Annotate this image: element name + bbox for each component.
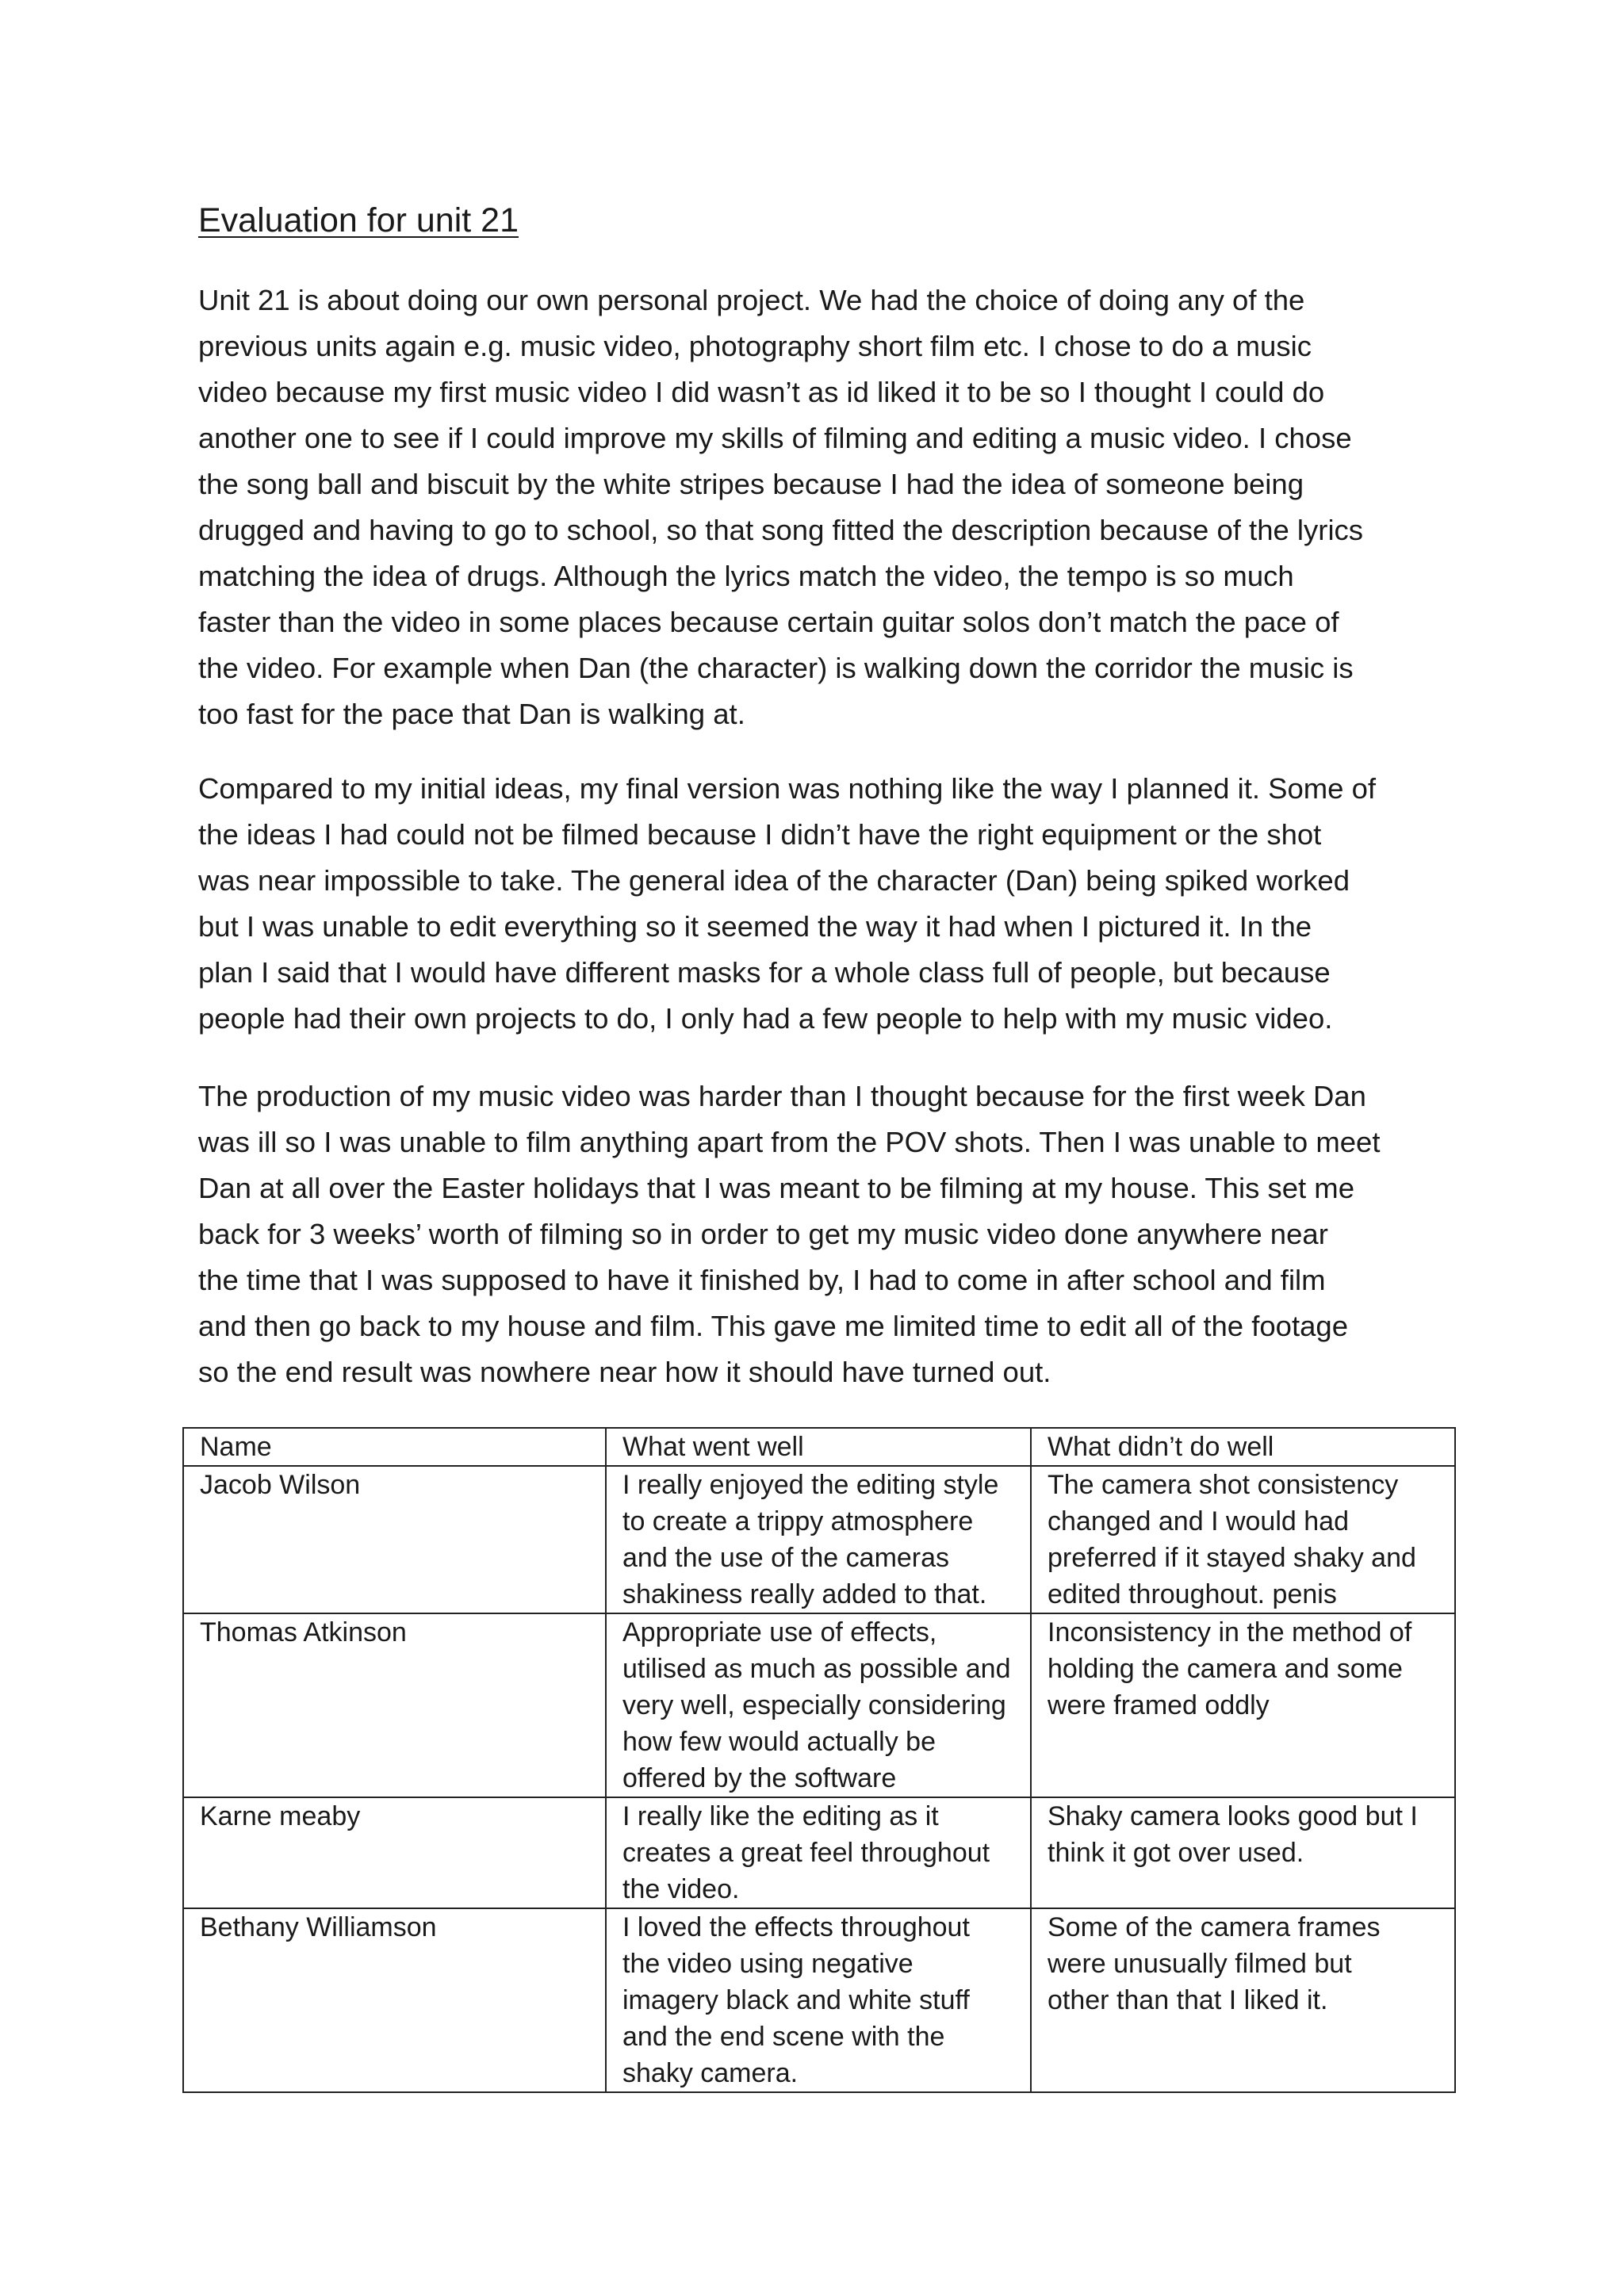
paragraph-line: Compared to my initial ideas, my final version was nothing like the way I planned it. Some of [198,772,1377,805]
paragraph-line: the ideas I had could not be filmed because I didn’t have the right equipment or the shot [198,818,1322,851]
cell-line: I loved the effects throughout [622,1912,970,1942]
didnt-do-well-cell [1031,1908,1455,2092]
cell-line: shakiness really added to that. [622,1579,987,1609]
paragraph-line: faster than the video in some places because certain guitar solos don’t match the pace of [198,606,1339,638]
cell-line: and the end scene with the [622,2022,945,2052]
cell-line: Appropriate use of effects, [622,1617,937,1647]
paragraph-line: plan I said that I would have different masks for a whole class full of people, but because [198,956,1331,989]
paragraph-line: video because my first music video I did wasn’t as id liked it to be so I thought I could do [198,376,1325,408]
cell-line: offered by the software [622,1763,897,1793]
went-well-cell [606,1613,1031,1797]
cell-line: shaky camera. [622,2058,799,2088]
cell-line: utilised as much as possible and [622,1654,1011,1684]
paragraph-line: so the end result was nowhere near how it should have turned out. [198,1356,1051,1388]
cell-line: Inconsistency in the method of [1048,1617,1412,1647]
paragraph-project-overview [198,277,1451,737]
cell-line: I really enjoyed the editing style [622,1470,999,1500]
cell-line: very well, especially considering [622,1690,1006,1720]
cell-line: think it got over used. [1048,1838,1304,1868]
didnt-do-well-cell [1031,1613,1455,1797]
feedback-table [182,1427,1456,2093]
cell-line: edited throughout. penis [1048,1579,1337,1609]
cell-line: Shaky camera looks good but I [1048,1801,1418,1831]
paragraph-line: matching the idea of drugs. Although the lyrics match the video, the tempo is so much [198,560,1294,592]
page-title: Evaluation for unit 21 [198,201,519,239]
cell-line: holding the camera and some [1048,1654,1403,1684]
paragraph-line: and then go back to my house and film. This gave me limited time to edit all of the footage [198,1310,1349,1342]
paragraph-line: the time that I was supposed to have it finished by, I had to come in after school and film [198,1264,1326,1296]
went-well-cell [606,1908,1031,2092]
paragraph-line: was near impossible to take. The general idea of the character (Dan) being spiked worked [198,864,1350,897]
table-header-row [183,1428,1455,1466]
paragraph-line: the video. For example when Dan (the character) is walking down the corridor the music is [198,652,1354,684]
paragraph-line: Unit 21 is about doing our own personal project. We had the choice of doing any of the [198,284,1305,316]
paragraph-line: the song ball and biscuit by the white stripes because I had the idea of someone being [198,468,1304,500]
cell-line: to create a trippy atmosphere [622,1506,974,1536]
cell-line: the video. [622,1874,740,1904]
column-header-didnt-do-well: What didn’t do well [1031,1428,1455,1466]
paragraph-line: people had their own projects to do, I only had a few people to help with my music video. [198,1002,1333,1035]
cell-line: preferred if it stayed shaky and [1048,1543,1416,1573]
column-header-went-well: What went well [606,1428,1031,1466]
paragraph-production [198,1073,1451,1395]
cell-line: and the use of the cameras [622,1543,950,1573]
reviewer-name: Bethany Williamson [183,1908,606,2092]
cell-line: The camera shot consistency [1048,1470,1399,1500]
cell-line: other than that I liked it. [1048,1985,1328,2015]
paragraph-line: another one to see if I could improve my skills of filming and editing a music video. I chose [198,422,1352,454]
table-row [183,1613,1455,1797]
cell-line: were unusually filmed but [1048,1949,1352,1979]
table-row [183,1797,1455,1908]
paragraph-line: but I was unable to edit everything so it seemed the way it had when I pictured it. In the [198,910,1312,943]
didnt-do-well-cell [1031,1797,1455,1908]
cell-line: changed and I would had [1048,1506,1349,1536]
reviewer-name: Thomas Atkinson [183,1613,606,1797]
paragraph-line: Dan at all over the Easter holidays that I was meant to be filming at my house. This set me [198,1172,1355,1204]
paragraph-line: back for 3 weeks’ worth of filming so in order to get my music video done anywhere near [198,1218,1328,1250]
table-row [183,1466,1455,1613]
column-header-name: Name [183,1428,606,1466]
cell-line: imagery black and white stuff [622,1985,970,2015]
cell-line: were framed oddly [1048,1690,1270,1720]
cell-line: the video using negative [622,1949,914,1979]
paragraph-initial-ideas [198,766,1451,1042]
paragraph-line: previous units again e.g. music video, photography short film etc. I chose to do a music [198,330,1312,362]
reviewer-name: Karne meaby [183,1797,606,1908]
cell-line: Some of the camera frames [1048,1912,1381,1942]
reviewer-name: Jacob Wilson [183,1466,606,1613]
didnt-do-well-cell [1031,1466,1455,1613]
went-well-cell [606,1797,1031,1908]
paragraph-line: too fast for the pace that Dan is walking at. [198,698,745,730]
paragraph-line: The production of my music video was harder than I thought because for the first week Dan [198,1080,1366,1112]
paragraph-line: drugged and having to go to school, so that song fitted the description because of the lyrics [198,514,1364,546]
cell-line: how few would actually be [622,1727,936,1757]
went-well-cell [606,1466,1031,1613]
cell-line: creates a great feel throughout [622,1838,990,1868]
cell-line: I really like the editing as it [622,1801,939,1831]
table-row [183,1908,1455,2092]
paragraph-line: was ill so I was unable to film anything apart from the POV shots. Then I was unable to meet [198,1126,1381,1158]
